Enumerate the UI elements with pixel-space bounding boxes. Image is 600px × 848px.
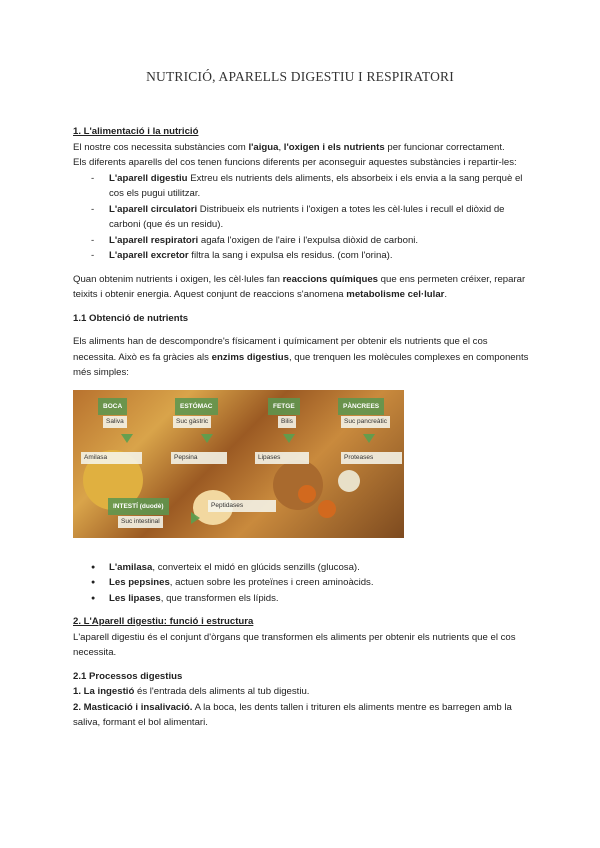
arrow-down-icon [363, 434, 375, 443]
label-pancrees: PÀNCREES [338, 398, 384, 416]
list-item-term: L'aparell respiratori [109, 234, 199, 246]
text-run: Quan obtenim nutrients i oxigen, les cèl·lules fan [73, 273, 283, 285]
text-run: , [278, 141, 284, 153]
process-item-masticacio [73, 700, 533, 731]
text-run: . [444, 289, 448, 300]
arrow-down-icon [283, 434, 295, 443]
text-run: per funcionar correctament. [384, 141, 505, 153]
process-text: A la boca, les dents tallen i trituren els aliments mentre es barregen amb la saliva, formant el bol alimentari. [73, 701, 512, 728]
arrow-right-icon [191, 512, 200, 524]
box-suc-gastric: Suc gàstric [173, 416, 211, 428]
list-item [91, 171, 533, 202]
aparells-list [73, 171, 533, 264]
list-item [91, 575, 533, 591]
bold-term-metabolisme: metabolisme cel·lular [346, 289, 445, 300]
list-item-text: , que transformen els lípids. [160, 592, 279, 604]
bold-term-reaccions: reaccions químiques [282, 273, 379, 285]
list-item [91, 560, 533, 576]
arrow-down-icon [121, 434, 133, 443]
label-intesti: INTESTÍ (duodè) [108, 498, 169, 516]
label-estomac: ESTÓMAC [175, 398, 218, 416]
list-item-text: , converteix el midó en glúcids senzills (glucosa). [152, 561, 360, 573]
list-item [91, 248, 533, 264]
food-shape [273, 460, 323, 510]
paragraph-aparells: Els diferents aparells del cos tenen funcions diferents per aconseguir aquestes substàncies i repartir-les: [73, 157, 517, 168]
list-item-term: Les pepsines [109, 577, 170, 588]
section-heading-1-1: 1.1 Obtenció de nutrients [73, 312, 189, 324]
text-run: , que trenquen les molècules complexes en components més simples: [73, 351, 529, 378]
section-heading-2-1: 2.1 Processos digestius [73, 670, 183, 682]
food-shape [338, 470, 360, 492]
list-item-term: L'aparell excretor [109, 250, 189, 261]
list-item-text: filtra la sang i expulsa els residus. (com l'orina). [188, 250, 393, 261]
box-pepsina: Pepsina [171, 452, 227, 464]
list-item-term: L'amilasa [109, 561, 153, 573]
paragraph-aparell-digestiu: L'aparell digestiu és el conjunt d'òrgans que transformen els aliments per obtenir els nutrients que el cos necessita. [73, 631, 516, 658]
box-suc-pancreatic: Suc pancreàtic [341, 416, 390, 428]
text-run: El nostre cos necessita substàncies com [73, 141, 249, 153]
list-item-text: , actuen sobre les proteïnes i creen aminoàcids. [169, 577, 374, 588]
list-item [91, 202, 533, 233]
label-fetge: FETGE [268, 398, 300, 416]
process-item-ingestio [73, 684, 533, 700]
text-run: que ens permeten créixer, reparar teixits i obtenir energia. Aquest conjunt de reaccions s'anomena [73, 273, 526, 300]
text-run: Els aliments han de descompondre's físicament i químicament per obtenir els nutrients que el cos necessita. Això es fa gràcies als [73, 336, 488, 363]
list-item-term: Les lipases [109, 592, 161, 604]
digestion-diagram-image [73, 390, 404, 538]
list-item [91, 233, 533, 249]
box-suc-intestinal: Suc intestinal [118, 516, 163, 528]
process-term: 2. Masticació i insalivació. [73, 701, 193, 713]
box-bilis: Bilis [278, 416, 296, 428]
bold-term-oxigen: l'oxigen i els nutrients [283, 141, 385, 153]
list-item-text: agafa l'oxigen de l'aire i l'expulsa diòxid de carboni. [198, 234, 419, 246]
page-title: NUTRICIÓ, APARELLS DIGESTIU I RESPIRATORI [146, 69, 454, 84]
paragraph-metabolisme [73, 272, 533, 303]
list-item-term: L'aparell digestiu [109, 172, 188, 184]
section-heading-2: 2. L'Aparell digestiu: funció i estructura [73, 616, 254, 627]
process-text: és l'entrada dels aliments al tub digestiu. [134, 686, 310, 697]
box-peptidases: Peptidases [208, 500, 276, 512]
box-amilasa: Amilasa [81, 452, 142, 464]
paragraph-enzims [73, 334, 533, 381]
document-body [73, 124, 533, 731]
food-shape [318, 500, 336, 518]
arrow-down-icon [201, 434, 213, 443]
food-shape [298, 485, 316, 503]
box-proteases: Proteases [341, 452, 402, 464]
list-item [91, 591, 533, 607]
bold-term-aigua: l'aigua [248, 141, 279, 153]
paragraph-intro [73, 140, 533, 156]
box-lipases: Lipases [255, 452, 309, 464]
section-heading-1: 1. L'alimentació i la nutrició [73, 126, 199, 137]
bold-term-enzims: enzims digestius [211, 351, 289, 363]
enzims-list [73, 560, 533, 607]
box-saliva: Saliva [103, 416, 127, 428]
list-item-text: Distribueix els nutrients i l'oxigen a totes les cèl·lules i recull el diòxid de carboni (que és un residu). [109, 203, 505, 230]
list-item-text: Extreu els nutrients dels aliments, els absorbeix i els envia a la sang perquè el cos els pugui utilitzar. [109, 172, 523, 199]
list-item-term: L'aparell circulatori [109, 203, 198, 215]
process-term: 1. La ingestió [73, 686, 135, 697]
label-boca: BOCA [98, 398, 127, 416]
